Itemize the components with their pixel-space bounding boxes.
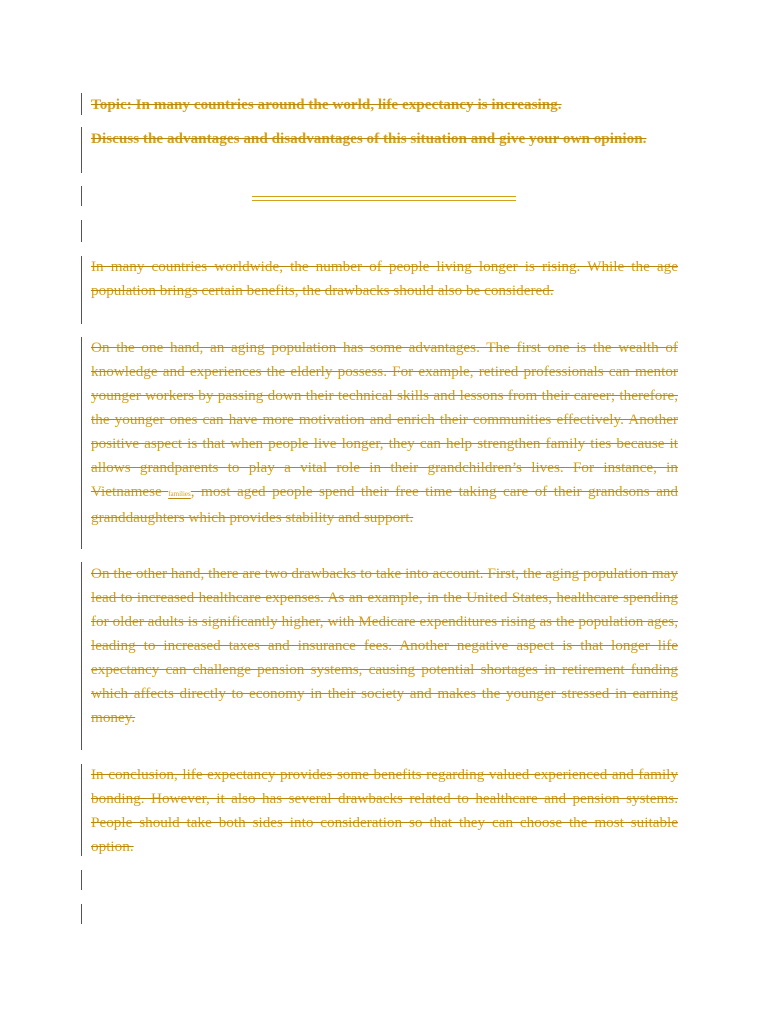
essay-prompt: Discuss the advantages and disadvantages of this situation and give your own opinion. [91, 130, 647, 147]
section-separator [252, 196, 516, 201]
change-bar [81, 562, 82, 750]
conclusion-paragraph: In conclusion, life expectancy provides some benefits regarding valued experienced and family bonding. However, it also has several drawbacks related to healthcare and pension systems. People should take both sides into consideration so that they can choose the most suitable option. [91, 766, 678, 855]
essay-topic: Topic: In many countries around the world, life expectancy is increasing. [91, 96, 562, 113]
change-bar [81, 337, 82, 549]
body1-small-word: families [168, 490, 191, 498]
change-bar [81, 186, 82, 206]
body-paragraph-advantages [91, 336, 678, 530]
change-bar [81, 127, 82, 173]
change-bar [81, 870, 82, 890]
intro-paragraph: In many countries worldwide, the number of people living longer is rising. While the age population brings certain benefits, the drawbacks should also be considered. [91, 258, 678, 299]
change-bar [81, 256, 82, 324]
change-bar [81, 220, 82, 242]
body1-text-end: , most aged people spend their free time taking care of their grandsons and granddaughters which provides stability and support. [91, 483, 678, 526]
change-bar [81, 93, 82, 115]
body-paragraph-disadvantages: On the other hand, there are two drawbacks to take into account. First, the aging population may lead to increased healthcare expenses. As an example, in the United States, healthcare spending for older adults is significantly higher, with Medicare expenditures rising as the population ages, leading to increased taxes and insurance fees. Another negative aspect is that longer life expectancy can challenge pension systems, causing potential shortages in retirement funding which affects directly to economy in their society and makes the younger stressed in earning money. [91, 565, 678, 726]
change-bar [81, 904, 82, 924]
change-bar [81, 764, 82, 856]
body1-text-start: On the one hand, an aging population has some advantages. The first one is the wealth of knowledge and experiences the elderly possess. For example, retired professionals can mentor younger workers by passing down their technical skills and lessons from their career; therefore, the younger ones can have more motivation and enrich their communities effectively. Another positive aspect is that when people live longer, they can help strengthen family ties because it allows grandparents to play a vital role in their grandchildren’s lives. For instance, in Vietnamese [91, 339, 678, 500]
